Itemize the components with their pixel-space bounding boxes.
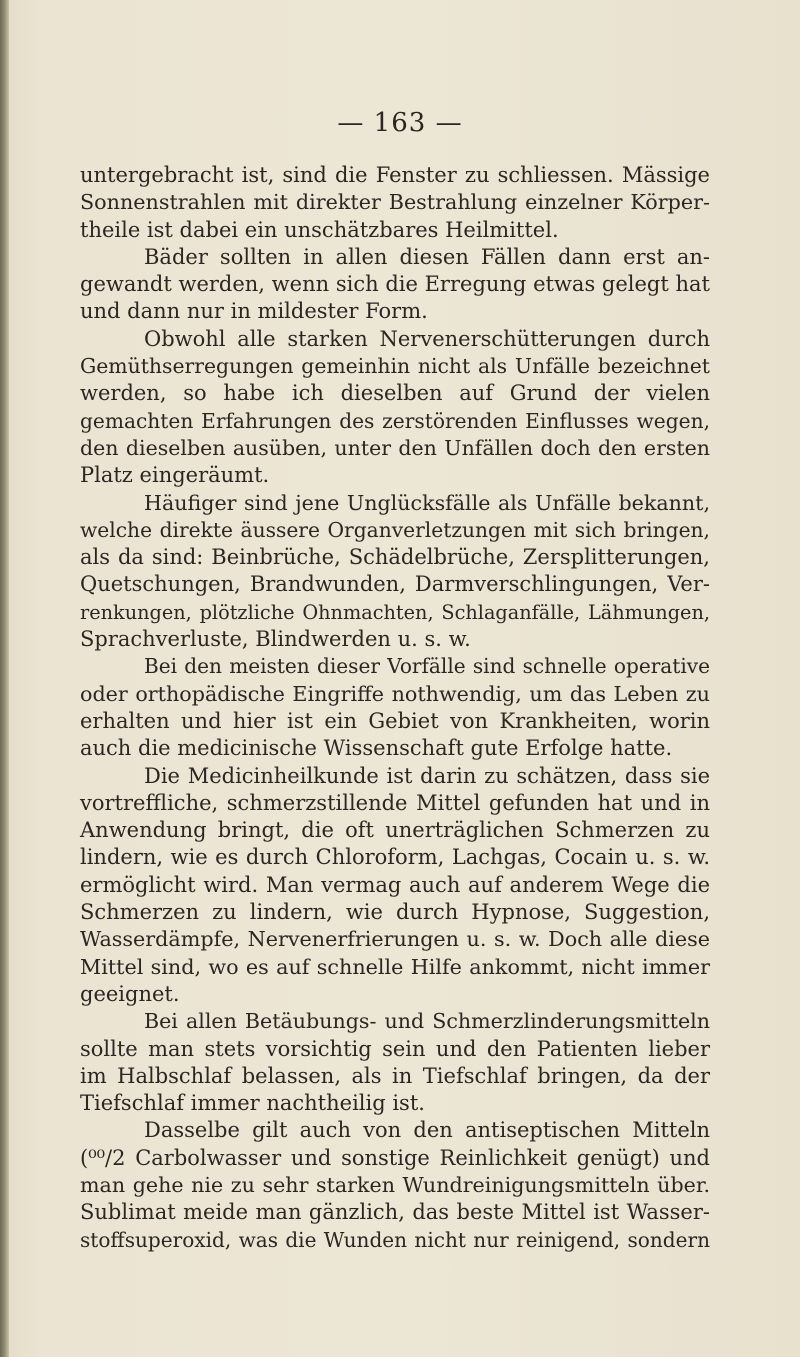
- text-line: Sublimat meide man gänzlich, das beste Mittel ist Wasser-: [80, 1200, 710, 1225]
- text-line: untergebracht ist, sind die Fenster zu schliessen. Mässige: [80, 163, 710, 187]
- text-line: Tiefschlaf immer nachtheilig ist.: [80, 1091, 425, 1116]
- text-line: als da sind: Beinbrüche, Schädelbrüche, Zersplitterungen,: [80, 545, 710, 570]
- text-line: ermöglicht wird. Man vermag auch auf anderem Wege die: [80, 872, 710, 897]
- text-line: man gehe nie zu sehr starken Wundreinigungsmitteln über.: [80, 1172, 710, 1197]
- text-line: Sonnenstrahlen mit direkter Bestrahlung einzelner Körper-: [80, 190, 710, 215]
- text-line: Platz eingeräumt.: [80, 463, 270, 488]
- text-line: Dasselbe gilt auch von den antiseptischen Mitteln: [144, 1118, 710, 1143]
- text-line: Obwohl alle starken Nervenerschütterungen durch: [144, 326, 710, 351]
- text-line: Bei allen Betäubungs- und Schmerzlinderungsmitteln: [144, 1009, 710, 1034]
- text-line: und dann nur in mildester Form.: [80, 299, 428, 324]
- text-line: Anwendung bringt, die oft unerträglichen Schmerzen zu: [80, 818, 710, 843]
- body-text: [80, 162, 710, 1254]
- text-line: (⁰⁰/2 Carbolwasser und sonstige Reinlichkeit genügt) und: [80, 1145, 710, 1170]
- text-line: den dieselben ausüben, unter den Unfällen doch den ersten: [80, 435, 710, 460]
- text-line: Sprachverluste, Blindwerden u. s. w.: [80, 627, 471, 652]
- page-binding-edge: [0, 0, 9, 1357]
- text-line: lindern, wie es durch Chloroform, Lachgas, Cocain u. s. w.: [80, 845, 710, 870]
- text-line: stoffsuperoxid, was die Wunden nicht nur reinigend, sondern: [80, 1227, 710, 1252]
- page-number-header: — 163 —: [337, 108, 463, 138]
- text-line: auch die medicinische Wissenschaft gute Erfolge hatte.: [80, 736, 673, 761]
- text-line: im Halbschlaf belassen, als in Tiefschlaf bringen, da der: [80, 1063, 710, 1088]
- text-line: vortreffliche, schmerzstillende Mittel gefunden hat und in: [80, 790, 710, 815]
- text-line: gemachten Erfahrungen des zerstörenden Einflusses wegen,: [80, 408, 710, 433]
- text-line: welche direkte äussere Organverletzungen mit sich bringen,: [80, 517, 710, 542]
- text-line: renkungen, plötzliche Ohnmachten, Schlaganfälle, Lähmungen,: [80, 600, 710, 624]
- text-line: Mittel sind, wo es auf schnelle Hilfe ankommt, nicht immer: [80, 954, 710, 979]
- text-line: gewandt werden, wenn sich die Erregung etwas gelegt hat: [80, 272, 710, 297]
- text-line: geeignet.: [80, 981, 180, 1006]
- text-line: erhalten und hier ist ein Gebiet von Krankheiten, worin: [80, 708, 710, 733]
- text-line: Quetschungen, Brandwunden, Darmverschlingungen, Ver-: [80, 572, 710, 597]
- text-line: werden, so habe ich dieselben auf Grund der vielen: [80, 381, 710, 406]
- text-line: Wasserdämpfe, Nervenerfrierungen u. s. w. Doch alle diese: [80, 927, 710, 952]
- text-line: Schmerzen zu lindern, wie durch Hypnose, Suggestion,: [80, 900, 710, 925]
- text-line: Häufiger sind jene Unglücksfälle als Unfälle bekannt,: [144, 490, 710, 515]
- text-line: theile ist dabei ein unschätzbares Heilmittel.: [80, 217, 559, 242]
- text-line: Die Medicinheilkunde ist darin zu schätzen, dass sie: [144, 763, 710, 788]
- text-line: sollte man stets vorsichtig sein und den Patienten lieber: [80, 1036, 710, 1061]
- text-line: Bäder sollten in allen diesen Fällen dann erst an-: [144, 244, 710, 269]
- text-line: oder orthopädische Eingriffe nothwendig, um das Leben zu: [80, 681, 710, 706]
- text-line: Bei den meisten dieser Vorfälle sind schnelle operative: [144, 654, 710, 679]
- text-line: Gemüthserregungen gemeinhin nicht als Unfälle bezeichnet: [80, 354, 710, 379]
